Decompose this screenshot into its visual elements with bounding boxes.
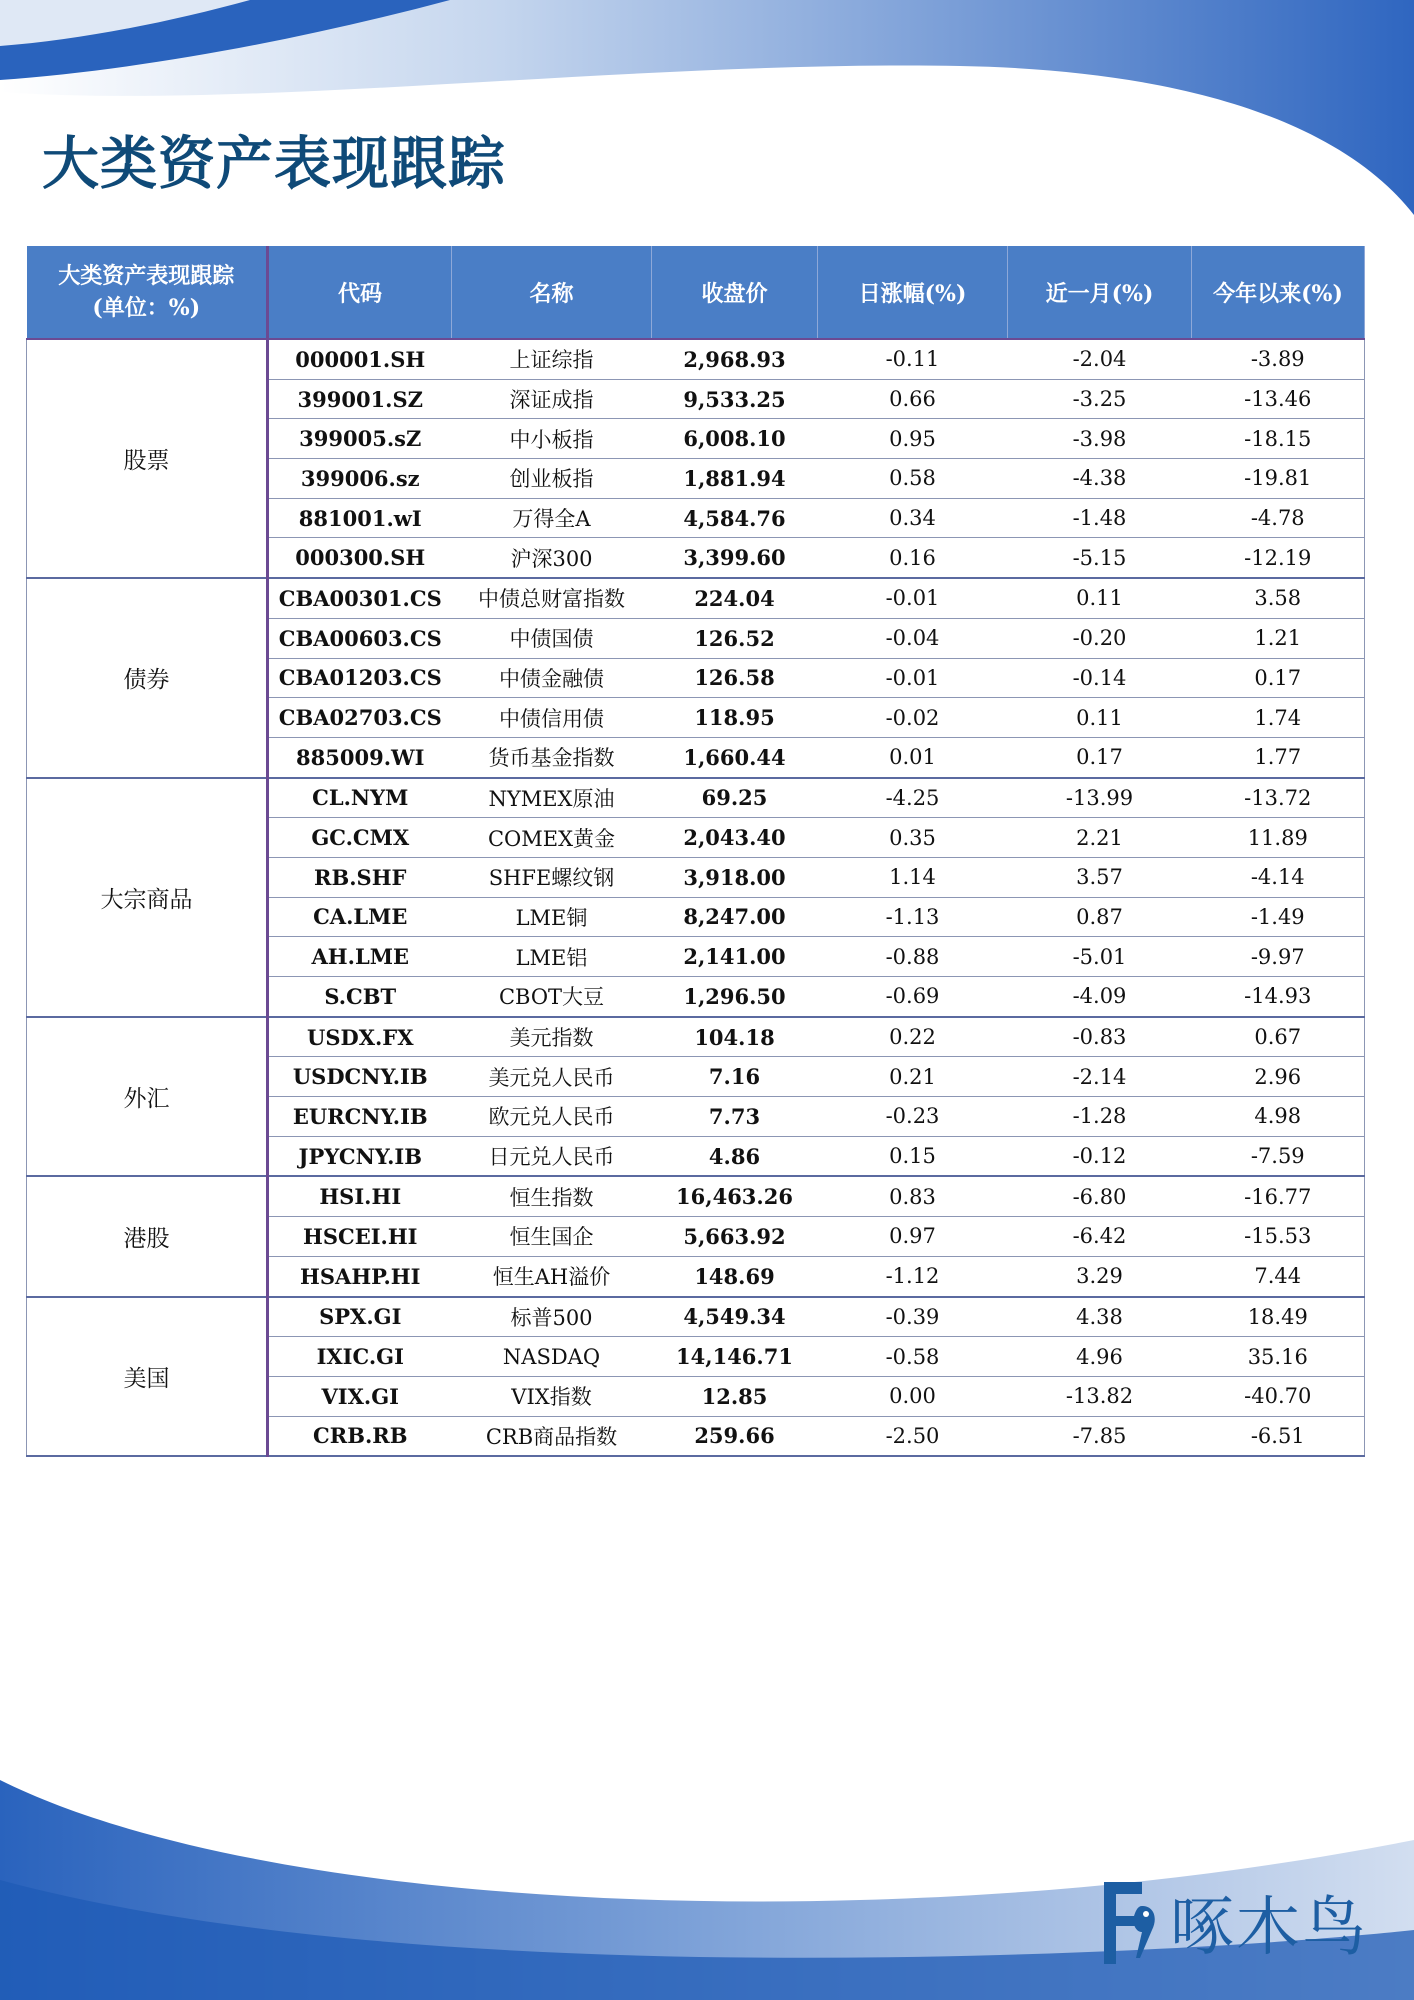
name-cell: 欧元兑人民币 [452, 1097, 652, 1137]
ytd-change-cell: -15.53 [1192, 1217, 1365, 1257]
table-row [27, 339, 1365, 379]
close-price-cell: 3,918.00 [652, 857, 818, 897]
header-code: 代码 [268, 246, 452, 339]
ytd-change-cell: -6.51 [1192, 1416, 1365, 1456]
month-change-cell: -0.83 [1008, 1017, 1192, 1057]
close-price-cell: 2,043.40 [652, 818, 818, 858]
code-cell: CBA00301.CS [268, 578, 452, 618]
ytd-change-cell: 7.44 [1192, 1256, 1365, 1296]
table-row [27, 578, 1365, 618]
day-change-cell: 0.95 [818, 419, 1008, 459]
month-change-cell: -6.42 [1008, 1217, 1192, 1257]
close-price-cell: 4,584.76 [652, 498, 818, 538]
day-change-cell: -1.13 [818, 897, 1008, 937]
month-change-cell: 0.11 [1008, 698, 1192, 738]
table-row [27, 1297, 1365, 1337]
code-cell: 881001.wI [268, 498, 452, 538]
ytd-change-cell: -13.72 [1192, 778, 1365, 818]
code-cell: 000300.SH [268, 538, 452, 578]
code-cell: 000001.SH [268, 339, 452, 379]
close-price-cell: 12.85 [652, 1376, 818, 1416]
code-cell: CBA01203.CS [268, 658, 452, 698]
day-change-cell: 0.01 [818, 737, 1008, 777]
day-change-cell: -0.11 [818, 339, 1008, 379]
close-price-cell: 259.66 [652, 1416, 818, 1456]
name-cell: 恒生指数 [452, 1176, 652, 1216]
code-cell: SPX.GI [268, 1297, 452, 1337]
close-price-cell: 126.52 [652, 618, 818, 658]
day-change-cell: -2.50 [818, 1416, 1008, 1456]
day-change-cell: -0.39 [818, 1297, 1008, 1337]
ytd-change-cell: 35.16 [1192, 1337, 1365, 1377]
close-price-cell: 7.16 [652, 1057, 818, 1097]
close-price-cell: 2,141.00 [652, 937, 818, 977]
name-cell: CBOT大豆 [452, 977, 652, 1017]
brand-logo [1096, 1874, 1368, 1970]
code-cell: AH.LME [268, 937, 452, 977]
code-cell: HSAHP.HI [268, 1256, 452, 1296]
name-cell: 中债金融债 [452, 658, 652, 698]
ytd-change-cell: -40.70 [1192, 1376, 1365, 1416]
ytd-change-cell: -4.14 [1192, 857, 1365, 897]
name-cell: 标普500 [452, 1297, 652, 1337]
day-change-cell: 0.00 [818, 1376, 1008, 1416]
day-change-cell: 1.14 [818, 857, 1008, 897]
day-change-cell: 0.15 [818, 1136, 1008, 1176]
name-cell: NYMEX原油 [452, 778, 652, 818]
code-cell: EURCNY.IB [268, 1097, 452, 1137]
table-header-row [27, 246, 1365, 339]
ytd-change-cell: 2.96 [1192, 1057, 1365, 1097]
category-cell: 大宗商品 [27, 778, 268, 1017]
close-price-cell: 69.25 [652, 778, 818, 818]
month-change-cell: -13.82 [1008, 1376, 1192, 1416]
ytd-change-cell: 18.49 [1192, 1297, 1365, 1337]
code-cell: IXIC.GI [268, 1337, 452, 1377]
ytd-change-cell: -7.59 [1192, 1136, 1365, 1176]
ytd-change-cell: -13.46 [1192, 379, 1365, 419]
day-change-cell: 0.35 [818, 818, 1008, 858]
category-cell: 美国 [27, 1297, 268, 1457]
month-change-cell: 0.11 [1008, 578, 1192, 618]
header-category [27, 246, 268, 339]
ytd-change-cell: 0.17 [1192, 658, 1365, 698]
code-cell: HSCEI.HI [268, 1217, 452, 1257]
code-cell: S.CBT [268, 977, 452, 1017]
month-change-cell: -2.14 [1008, 1057, 1192, 1097]
name-cell: 美元指数 [452, 1017, 652, 1057]
header-close: 收盘价 [652, 246, 818, 339]
day-change-cell: -0.04 [818, 618, 1008, 658]
close-price-cell: 4.86 [652, 1136, 818, 1176]
code-cell: 399001.SZ [268, 379, 452, 419]
month-change-cell: -0.14 [1008, 658, 1192, 698]
code-cell: 399005.sZ [268, 419, 452, 459]
month-change-cell: -5.15 [1008, 538, 1192, 578]
header-ytd-change: 今年以来(%) [1192, 246, 1365, 339]
close-price-cell: 126.58 [652, 658, 818, 698]
ytd-change-cell: 1.21 [1192, 618, 1365, 658]
code-cell: 885009.WI [268, 737, 452, 777]
brand-name: 啄木鸟 [1170, 1891, 1368, 1965]
name-cell: 中债总财富指数 [452, 578, 652, 618]
day-change-cell: 0.21 [818, 1057, 1008, 1097]
ytd-change-cell: -14.93 [1192, 977, 1365, 1017]
header-category-title: 大类资产表现跟踪 [58, 263, 235, 289]
day-change-cell: -0.88 [818, 937, 1008, 977]
month-change-cell: -1.28 [1008, 1097, 1192, 1137]
header-month-change: 近一月(%) [1008, 246, 1192, 339]
name-cell: 日元兑人民币 [452, 1136, 652, 1176]
close-price-cell: 16,463.26 [652, 1176, 818, 1216]
code-cell: CA.LME [268, 897, 452, 937]
name-cell: CRB商品指数 [452, 1416, 652, 1456]
name-cell: SHFE螺纹钢 [452, 857, 652, 897]
header-category-unit: (单位：%) [92, 295, 201, 321]
name-cell: 中债国债 [452, 618, 652, 658]
name-cell: COMEX黄金 [452, 818, 652, 858]
month-change-cell: -6.80 [1008, 1176, 1192, 1216]
code-cell: USDCNY.IB [268, 1057, 452, 1097]
month-change-cell: -3.25 [1008, 379, 1192, 419]
code-cell: HSI.HI [268, 1176, 452, 1216]
close-price-cell: 1,296.50 [652, 977, 818, 1017]
day-change-cell: 0.22 [818, 1017, 1008, 1057]
code-cell: 399006.sz [268, 459, 452, 499]
close-price-cell: 4,549.34 [652, 1297, 818, 1337]
header-name: 名称 [452, 246, 652, 339]
name-cell: 恒生AH溢价 [452, 1256, 652, 1296]
page-title: 大类资产表现跟踪 [42, 131, 506, 197]
category-cell: 债券 [27, 578, 268, 777]
close-price-cell: 7.73 [652, 1097, 818, 1137]
code-cell: GC.CMX [268, 818, 452, 858]
name-cell: 中小板指 [452, 419, 652, 459]
day-change-cell: -0.23 [818, 1097, 1008, 1137]
day-change-cell: -1.12 [818, 1256, 1008, 1296]
ytd-change-cell: 1.77 [1192, 737, 1365, 777]
ytd-change-cell: 0.67 [1192, 1017, 1365, 1057]
month-change-cell: -13.99 [1008, 778, 1192, 818]
code-cell: CL.NYM [268, 778, 452, 818]
name-cell: 美元兑人民币 [452, 1057, 652, 1097]
ytd-change-cell: -18.15 [1192, 419, 1365, 459]
day-change-cell: -0.69 [818, 977, 1008, 1017]
name-cell: 中债信用债 [452, 698, 652, 738]
ytd-change-cell: -16.77 [1192, 1176, 1365, 1216]
day-change-cell: 0.16 [818, 538, 1008, 578]
day-change-cell: -0.58 [818, 1337, 1008, 1377]
table-row [27, 1176, 1365, 1216]
name-cell: 货币基金指数 [452, 737, 652, 777]
month-change-cell: -4.38 [1008, 459, 1192, 499]
category-cell: 外汇 [27, 1017, 268, 1177]
asset-performance-table [26, 246, 1365, 1457]
ytd-change-cell: -3.89 [1192, 339, 1365, 379]
month-change-cell: 4.96 [1008, 1337, 1192, 1377]
close-price-cell: 104.18 [652, 1017, 818, 1057]
table-row [27, 778, 1365, 818]
category-cell: 股票 [27, 339, 268, 578]
code-cell: RB.SHF [268, 857, 452, 897]
close-price-cell: 14,146.71 [652, 1337, 818, 1377]
code-cell: USDX.FX [268, 1017, 452, 1057]
close-price-cell: 9,533.25 [652, 379, 818, 419]
month-change-cell: 4.38 [1008, 1297, 1192, 1337]
header-day-change: 日涨幅(%) [818, 246, 1008, 339]
day-change-cell: 0.58 [818, 459, 1008, 499]
name-cell: 上证综指 [452, 339, 652, 379]
ytd-change-cell: -19.81 [1192, 459, 1365, 499]
day-change-cell: -0.01 [818, 658, 1008, 698]
day-change-cell: 0.83 [818, 1176, 1008, 1216]
day-change-cell: 0.97 [818, 1217, 1008, 1257]
name-cell: LME铜 [452, 897, 652, 937]
ytd-change-cell: 1.74 [1192, 698, 1365, 738]
month-change-cell: -5.01 [1008, 937, 1192, 977]
name-cell: 沪深300 [452, 538, 652, 578]
code-cell: JPYCNY.IB [268, 1136, 452, 1176]
month-change-cell: -2.04 [1008, 339, 1192, 379]
close-price-cell: 8,247.00 [652, 897, 818, 937]
ytd-change-cell: 4.98 [1192, 1097, 1365, 1137]
month-change-cell: -1.48 [1008, 498, 1192, 538]
day-change-cell: -4.25 [818, 778, 1008, 818]
name-cell: NASDAQ [452, 1337, 652, 1377]
name-cell: 创业板指 [452, 459, 652, 499]
name-cell: LME铝 [452, 937, 652, 977]
close-price-cell: 224.04 [652, 578, 818, 618]
code-cell: CBA02703.CS [268, 698, 452, 738]
day-change-cell: 0.66 [818, 379, 1008, 419]
month-change-cell: 0.87 [1008, 897, 1192, 937]
month-change-cell: -0.12 [1008, 1136, 1192, 1176]
month-change-cell: -3.98 [1008, 419, 1192, 459]
close-price-cell: 1,881.94 [652, 459, 818, 499]
month-change-cell: 3.29 [1008, 1256, 1192, 1296]
name-cell: 恒生国企 [452, 1217, 652, 1257]
ytd-change-cell: 11.89 [1192, 818, 1365, 858]
close-price-cell: 1,660.44 [652, 737, 818, 777]
month-change-cell: -4.09 [1008, 977, 1192, 1017]
close-price-cell: 2,968.93 [652, 339, 818, 379]
ytd-change-cell: 3.58 [1192, 578, 1365, 618]
code-cell: CRB.RB [268, 1416, 452, 1456]
category-cell: 港股 [27, 1176, 268, 1296]
code-cell: VIX.GI [268, 1376, 452, 1416]
day-change-cell: -0.02 [818, 698, 1008, 738]
table-body [27, 339, 1365, 1456]
month-change-cell: -7.85 [1008, 1416, 1192, 1456]
close-price-cell: 118.95 [652, 698, 818, 738]
close-price-cell: 148.69 [652, 1256, 818, 1296]
month-change-cell: 0.17 [1008, 737, 1192, 777]
month-change-cell: -0.20 [1008, 618, 1192, 658]
close-price-cell: 5,663.92 [652, 1217, 818, 1257]
name-cell: VIX指数 [452, 1376, 652, 1416]
month-change-cell: 3.57 [1008, 857, 1192, 897]
ytd-change-cell: -12.19 [1192, 538, 1365, 578]
month-change-cell: 2.21 [1008, 818, 1192, 858]
name-cell: 深证成指 [452, 379, 652, 419]
table-row [27, 1017, 1365, 1057]
close-price-cell: 6,008.10 [652, 419, 818, 459]
day-change-cell: -0.01 [818, 578, 1008, 618]
day-change-cell: 0.34 [818, 498, 1008, 538]
name-cell: 万得全A [452, 498, 652, 538]
ytd-change-cell: -1.49 [1192, 897, 1365, 937]
woodpecker-logo-icon [1096, 1874, 1162, 1970]
code-cell: CBA00603.CS [268, 618, 452, 658]
close-price-cell: 3,399.60 [652, 538, 818, 578]
ytd-change-cell: -4.78 [1192, 498, 1365, 538]
ytd-change-cell: -9.97 [1192, 937, 1365, 977]
